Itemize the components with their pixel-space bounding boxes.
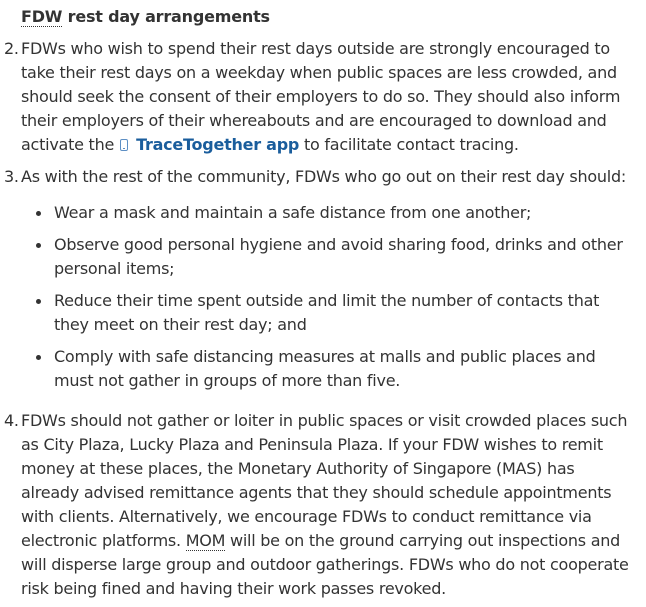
list-item [0,233,640,281]
paragraph-4 [0,409,640,601]
bullet-dot [36,355,41,360]
abbr-mom: MOM [185,531,226,550]
bullet-dot [36,299,41,304]
paragraph-number: 3. [4,167,19,186]
paragraph-text-start: FDWs should not gather or loiter in public spaces or visit crowded places such as City Plaza, Lucky Plaza and Peninsula Plaza. If your FDW wishes to remit money at these places, the Monetary Authority of Singapore (MAS) has already advised remittance agents that they should schedule appointments with clients. Alternatively, we encourage FDWs to conduct remittance via electronic platforms. [21,411,628,550]
paragraph-2 [0,37,640,157]
tracetogether-app-link[interactable]: TraceTogether app [136,135,300,154]
list-item [0,289,640,337]
heading-abbr-fdw: FDW [21,7,63,26]
paragraph-3 [0,165,640,189]
paragraph-text-end: will be on the ground carrying out inspections and will disperse large group and outdoor gatherings. FDWs who do not cooperate risk being fined and having their work passes revoked. [21,531,629,598]
paragraph-text-end: to facilitate contact tracing. [299,135,519,154]
paragraph-text [21,409,633,601]
paragraph-text: As with the rest of the community, FDWs who go out on their rest day should: [21,167,627,186]
list-item-text: Comply with safe distancing measures at malls and public places and must not gather in groups of more than five. [54,347,596,390]
list-item-text: Observe good personal hygiene and avoid sharing food, drinks and other personal items; [54,235,623,278]
section-heading [21,6,270,28]
paragraph-text [21,37,633,157]
list-item-text: Reduce their time spent outside and limit the number of contacts that they meet on their rest day; and [54,291,600,334]
list-item-text: Wear a mask and maintain a safe distance from one another; [54,203,532,222]
paragraph-text-start: FDWs who wish to spend their rest days outside are strongly encouraged to take their rest days on a weekday when public spaces are less crowded, and should seek the consent of their employers to do so. They should also inform their employers of their whereabouts and are encouraged to download and activate the [21,39,621,154]
paragraph-number: 2. [4,39,19,58]
bullet-dot [36,211,41,216]
mobile-phone-icon [120,139,128,151]
paragraph-number: 4. [4,411,19,430]
bullet-dot [36,243,41,248]
list-item [0,345,640,393]
list-item [0,201,640,225]
heading-text: rest day arrangements [62,7,270,26]
